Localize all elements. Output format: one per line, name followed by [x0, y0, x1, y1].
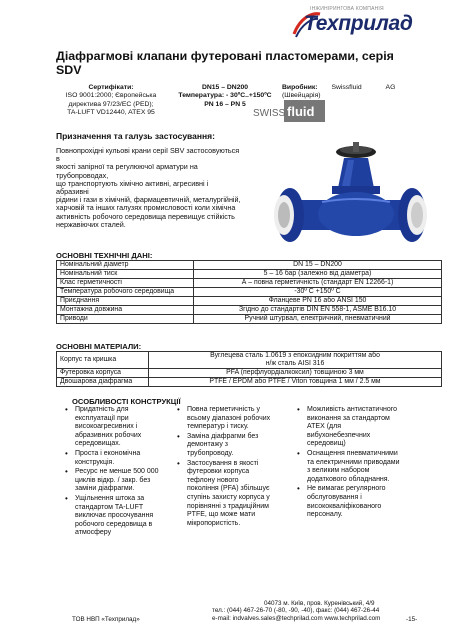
- table-cell-key: Двошарова діафрагма: [57, 378, 149, 387]
- certificates: [56, 84, 166, 118]
- table-cell-key: Приводи: [57, 315, 194, 324]
- list-item: • Можливість антистатичного виконання за стандартом ATEX (для вибухонебезпечних середовищ): [296, 406, 400, 449]
- list-item: • Повна герметичність у всьому діапазоні робочих температур і тиску.: [176, 406, 272, 432]
- table-cell-value: PFA (перфлуордіалкоксил) товщиною 3 мм: [149, 369, 442, 378]
- table-cell-value: [149, 352, 442, 369]
- footer-company: ТОВ НВП «Техприлад»: [72, 616, 140, 623]
- swissfluid-logo-swiss: SWISS: [253, 108, 286, 119]
- table-cell-value: Фланцеве PN 16 або ANSI 150: [194, 297, 442, 306]
- list-item: • Оснащення пневматичними та електричними приводами з великим набором додаткового обладнання.: [296, 450, 400, 484]
- certificates-heading: Сертифікати:: [88, 84, 134, 91]
- list-item: • Придатність для експлуатації при високоагресивних і абразивних робочих середовищах.: [64, 406, 160, 449]
- table-cell-value: Згідно до стандартів DIN EN 558-1, ASME B16.10: [194, 306, 442, 315]
- certificates-line: директива 97/23/EC (PED);: [68, 100, 154, 108]
- table-cell-value: А – повна герметичність (стандарт EN 12266-1): [194, 279, 442, 288]
- swissfluid-logo-fluid: fluid: [287, 104, 315, 119]
- table-cell-key: Корпус та кришка: [57, 352, 149, 369]
- purpose-line: харчовій та інших галузях промисловості коли хімічна: [56, 203, 236, 213]
- table-row: [57, 297, 442, 306]
- page-footer: [0, 600, 452, 643]
- temperature-range: Температура: - 30ºC..+150ºC: [178, 92, 272, 100]
- list-item: • Ресурс не менше 500 000 циклів відкр. / закр. без заміни діафрагми.: [64, 468, 160, 494]
- table-cell-value-line: Вуглецева сталь 1.0619 з епоксидним покриттям або: [210, 352, 380, 359]
- footer-email-line: e-mail: indvalves.sales@techprilad.com www.techprilad.com: [212, 614, 381, 622]
- table-cell-value-line: н/ж сталь AISI 316: [265, 360, 325, 367]
- features-column-3: [296, 406, 400, 521]
- table-row: [57, 261, 442, 270]
- table-row: [57, 270, 442, 279]
- materials-table: [56, 351, 442, 387]
- table-cell-key: Номінальний діаметр: [57, 261, 194, 270]
- pressure-range: PN 16 – PN 5: [204, 100, 246, 108]
- table-row: [57, 288, 442, 297]
- tech-data-table: [56, 260, 442, 324]
- swissfluid-logo-mark: [251, 100, 325, 122]
- list-item: • Проста і економічна конструкція.: [64, 450, 160, 467]
- purpose-heading: Призначення та галузь застосування:: [56, 131, 215, 141]
- list-item: • Не вимагає регулярного обслуговування і висококваліфікованого персоналу.: [296, 485, 400, 519]
- table-cell-value: -30º C +150º C: [194, 288, 442, 297]
- features-column-1: [64, 406, 160, 539]
- table-cell-value: 5 – 16 бар (залежно від діаметра): [194, 270, 442, 279]
- table-row: [57, 315, 442, 324]
- table-cell-key: Футеровка корпуса: [57, 369, 149, 378]
- page-number: -15-: [406, 616, 418, 623]
- list-item: • Ущільнення штока за стандартом TA-LUFT виключає просочування робочого середовища в атмосферу: [64, 495, 160, 538]
- manufacturer-suffix: AG: [385, 84, 396, 91]
- manufacturer: [282, 84, 432, 101]
- table-row: [57, 279, 442, 288]
- company-logo: [282, 6, 432, 40]
- purpose-line: якості запірної та регулюючої арматури на трубопроводах,: [56, 162, 198, 180]
- tech-data-heading: ОСНОВНІ ТЕХНІЧНІ ДАНІ:: [56, 251, 153, 260]
- list-item: • Застосування в якості футеровки корпуса тефлону нового покоління (PFA) збільшує ступінь захисту корпуса у порівнянні з традиційним PTFE, що може мати мікропористість.: [176, 460, 272, 529]
- table-row: [57, 369, 442, 378]
- table-cell-value: PTFE / EPDM або PTFE / Viton товщина 1 мм / 2.5 мм: [149, 378, 442, 387]
- table-cell-key: Клас герметичності: [57, 279, 194, 288]
- purpose-line: нержавіючих сталей.: [56, 219, 126, 229]
- spec-summary: [56, 84, 440, 126]
- certificates-line: ISO 9001:2000; Європейська: [65, 92, 157, 100]
- table-cell-key: Монтажна довжина: [57, 306, 194, 315]
- swissfluid-logo: [251, 100, 325, 127]
- logo-tagline: ІНЖИНІРИНГОВА КОМПАНІЯ: [310, 6, 384, 12]
- manufacturer-name: Swissfluid: [331, 84, 362, 91]
- logo-brand: Техприлад: [304, 12, 413, 35]
- page-title: Діафрагмові клапани футеровані пластомерами, серія SDV: [56, 49, 394, 77]
- purpose-line: що транспортують хімічно активні, агресивні і абразивні: [56, 178, 209, 197]
- table-cell-key: Приєднання: [57, 297, 194, 306]
- list-item: • Заміна діафрагми без демонтажу з трубопроводу.: [176, 433, 272, 459]
- footer-address: [212, 600, 380, 622]
- dn-range: DN15 – DN200: [201, 84, 249, 91]
- features-heading: ОСОБЛИВОСТІ КОНСТРУКЦІЇ: [72, 397, 181, 406]
- table-cell-key: Номінальний тиск: [57, 270, 194, 279]
- table-row: [57, 306, 442, 315]
- table-cell-value: DN 15 – DN200: [194, 261, 442, 270]
- purpose-line: рідини і гази в хімічній, фармацевтичній, металургійній,: [56, 195, 241, 205]
- certificates-line: TA-LUFT VD12440, ATEX 95: [67, 109, 155, 117]
- footer-phone-line: тел.: (044) 467-26-70 (-80, -90, -40), факс: (044) 467-26-44: [212, 607, 380, 615]
- materials-heading: ОСНОВНІ МАТЕРІАЛИ:: [56, 342, 142, 351]
- diaphragm-valve-image: [262, 138, 436, 250]
- manufacturer-label: Виробник:: [282, 84, 318, 91]
- table-cell-value: Ручний штурвал, електричний, пневматичний: [194, 315, 442, 324]
- purpose-line: активність робочого середовища перевищує стійкість: [56, 211, 235, 221]
- table-row: [57, 378, 442, 387]
- footer-address-line: 04073 м. Київ, пров. Куренівський, 4/9: [264, 600, 375, 607]
- purpose-line: Повнопрохідні кульові крани серії SBV застосовуються в: [56, 146, 240, 164]
- table-row: [57, 352, 442, 369]
- purpose-text: [56, 147, 242, 229]
- features-column-2: [176, 406, 272, 529]
- manufacturer-country: (Швейцарія): [282, 92, 321, 100]
- table-cell-key: Температура робочого середовища: [57, 288, 194, 297]
